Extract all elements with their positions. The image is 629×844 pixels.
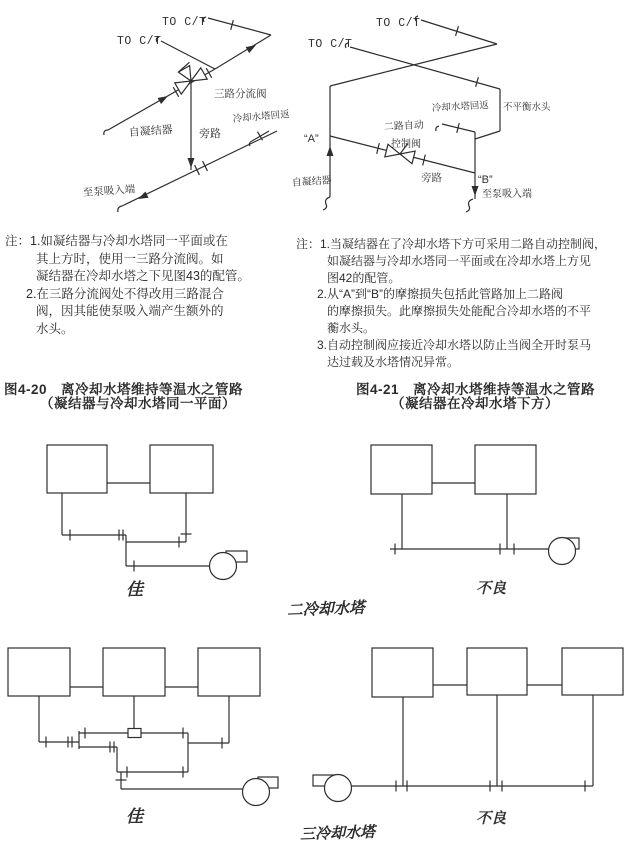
unbalanced-head-label: 不平衡水头: [503, 102, 551, 113]
tower-return-label: 冷却水塔回返: [232, 109, 291, 125]
two-towers-good-diagram: [0, 435, 300, 635]
fig21-caption-line1: 图4-21 离冷却水塔维持等温水之管路: [356, 382, 596, 397]
two-towers-bad-diagram: [330, 435, 629, 615]
to-pump-suction-label: 至泵吸入端: [482, 189, 532, 200]
bad-label: 不良: [476, 580, 507, 597]
fig21-caption-line2: （凝结器在冷却水塔下方）: [391, 396, 559, 411]
auto-valve-label-line1: 二路自动: [383, 119, 425, 133]
note-line: 图42的配管。: [327, 270, 401, 285]
from-condenser-label: 自凝结器: [291, 175, 333, 189]
bad-label: 不良: [476, 810, 507, 827]
note-line: 凝结器在冷却水塔之下见图43的配管。: [36, 269, 250, 283]
bypass-label: 旁路: [421, 172, 442, 184]
to-pump-suction-label: 至泵吸入端: [82, 183, 136, 199]
pipes: [350, 695, 593, 792]
two-towers-caption: 二冷却水塔: [286, 599, 365, 620]
pipes: [390, 494, 549, 555]
pipes: [39, 696, 243, 789]
to-ct-label: TO C/T: [376, 17, 421, 30]
fig21-diagram: [290, 0, 629, 218]
three-way-valve-label: 三路分流阀: [214, 88, 267, 100]
note-line: 3.自动控制阀应接近冷却水塔以防止当阀全开时泵马: [317, 337, 592, 352]
point-b-label: “B”: [478, 174, 493, 186]
to-ct-label: TO C/T: [162, 16, 207, 29]
cooling-towers: [371, 445, 536, 494]
good-label: 佳: [126, 580, 143, 599]
cooling-towers: [47, 445, 213, 493]
three-towers-bad-diagram: [305, 645, 629, 840]
to-ct-label: TO C/T: [308, 38, 353, 51]
note-line: 阀，因其能使泵吸入端产生额外的: [36, 304, 224, 318]
fig20-caption-line1: 图4-20 离冷却水塔维持等温水之管路: [4, 382, 244, 397]
note-line: 达过载及水塔情况异常。: [327, 354, 460, 369]
good-label: 佳: [126, 807, 143, 826]
note-line: 如凝结器与冷却水塔同一平面或在冷却水塔上方见: [327, 253, 592, 268]
pump-icon: [210, 551, 248, 580]
pump-icon: [313, 775, 352, 802]
bypass-label: 旁路: [199, 128, 221, 140]
fig20-caption-line2: （凝结器与冷却水塔同一平面）: [40, 396, 236, 411]
note-line: 水头。: [36, 321, 74, 336]
auto-valve-label-line2: 控制阀: [391, 139, 421, 150]
pump-icon: [243, 777, 279, 806]
fig20-diagram: [0, 0, 300, 218]
three-towers-good-diagram: [0, 645, 300, 840]
to-ct-label: TO C/T: [117, 35, 162, 48]
note-line: 蘅水头。: [327, 320, 376, 335]
three-way-valve-icon: [170, 59, 208, 94]
note-line: 注：1.如凝结器与冷却水塔同一平面或在: [5, 234, 228, 248]
tower-return-label: 冷却水塔回返: [431, 100, 490, 114]
pump-icon: [549, 538, 580, 565]
three-towers-caption: 三冷却水塔: [299, 823, 376, 844]
note-line: 的摩擦损失。此摩擦损失处能配合冷却水塔的不平: [327, 304, 592, 319]
fig21-note: [296, 236, 629, 370]
from-condenser-label: 自凝结器: [128, 123, 174, 139]
cooling-towers: [372, 648, 623, 697]
fig20-note: [5, 233, 297, 338]
note-line: 注：1.当凝结器在了冷却水塔下方可采用二路自动控制阀，: [296, 237, 607, 251]
note-line: 2.在三路分流阀处不得改用三路混合: [26, 286, 224, 301]
cooling-towers: [8, 648, 260, 696]
point-a-label: “A”: [304, 133, 319, 145]
pipes: [62, 493, 210, 572]
note-line: 2.从“A”到“B”的摩擦损失包括此管路加上二路阀: [317, 287, 564, 302]
note-line: 其上方时，使用一三路分流阀。如: [36, 251, 224, 266]
